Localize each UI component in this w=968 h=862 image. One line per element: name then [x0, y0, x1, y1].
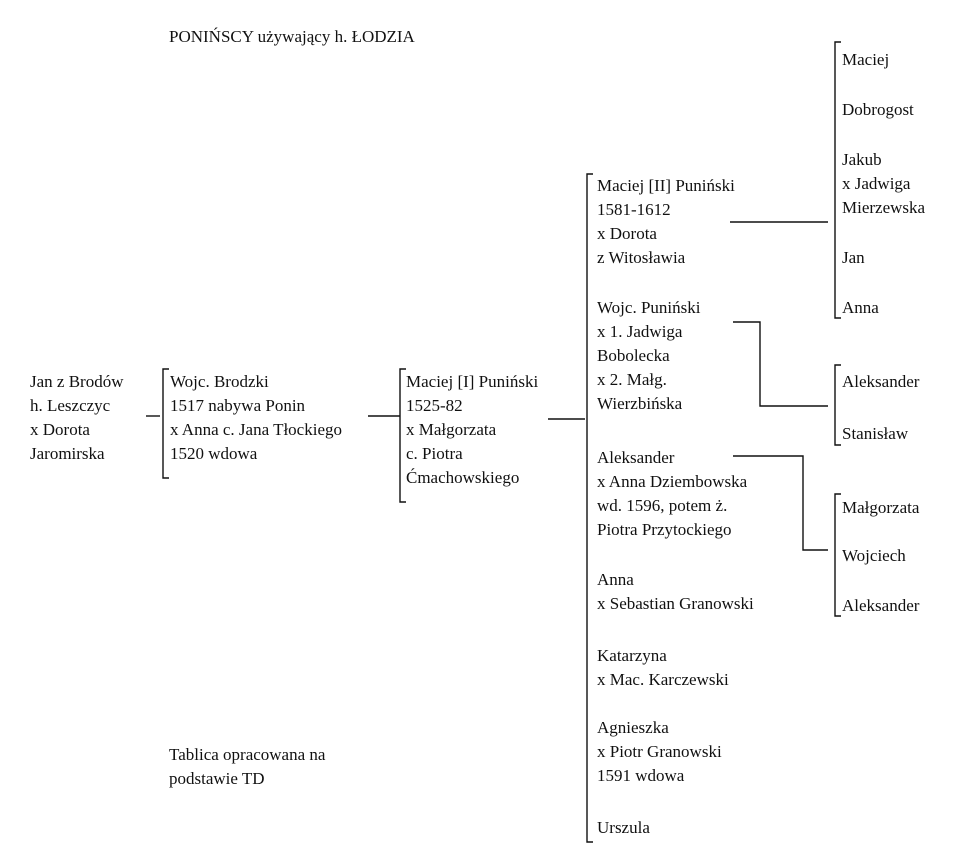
- person-urszula: [597, 816, 650, 840]
- person-line: Ćmachowskiego: [406, 468, 520, 487]
- person-line: Maciej: [842, 50, 890, 69]
- person-line: 1520 wdowa: [170, 444, 258, 463]
- note-line: podstawie TD: [169, 769, 265, 788]
- person-wojciech: [842, 544, 906, 568]
- person-line: 1591 wdowa: [597, 766, 685, 785]
- person-jan: [842, 246, 865, 270]
- person-line: Aleksander: [842, 596, 920, 615]
- person-anna-grandchild: [842, 296, 879, 320]
- person-line: Anna: [597, 570, 634, 589]
- person-anna: [597, 568, 754, 616]
- person-line: Dobrogost: [842, 100, 914, 119]
- person-line: x Dorota: [30, 420, 90, 439]
- person-line: Wojc. Brodzki: [170, 372, 269, 391]
- person-line: Małgorzata: [842, 498, 920, 517]
- person-line: Aleksander: [597, 448, 675, 467]
- person-maciej: [842, 48, 889, 72]
- note-line: Tablica opracowana na: [169, 745, 326, 764]
- person-line: x Anna Dziembowska: [597, 472, 748, 491]
- person-line: Jakub: [842, 150, 882, 169]
- person-line: Urszula: [597, 818, 650, 837]
- person-line: c. Piotra: [406, 444, 463, 463]
- person-line: x Małgorzata: [406, 420, 497, 439]
- person-line: Aleksander: [842, 372, 920, 391]
- person-wojc-brodzki: [170, 370, 342, 466]
- person-line: x Mac. Karczewski: [597, 670, 729, 689]
- person-stanislaw: [842, 422, 908, 446]
- person-line: 1517 nabywa Ponin: [170, 396, 306, 415]
- person-jakub: [842, 148, 925, 220]
- source-note: [169, 743, 325, 791]
- person-aleksander: [597, 446, 747, 542]
- person-dobrogost: [842, 98, 914, 122]
- person-line: Maciej [I] Puniński: [406, 372, 539, 391]
- person-line: x 2. Małg.: [597, 370, 667, 389]
- person-line: Stanisław: [842, 424, 909, 443]
- person-line: Wierzbińska: [597, 394, 683, 413]
- person-line: Jan: [842, 248, 865, 267]
- person-line: Jaromirska: [30, 444, 105, 463]
- person-agnieszka: [597, 716, 722, 788]
- person-maciej-ii: [597, 174, 735, 270]
- person-line: Mierzewska: [842, 198, 926, 217]
- person-line: Bobolecka: [597, 346, 670, 365]
- person-aleksander-grandchild: [842, 594, 919, 618]
- person-line: x Dorota: [597, 224, 657, 243]
- person-line: Katarzyna: [597, 646, 667, 665]
- person-line: 1581-1612: [597, 200, 671, 219]
- person-line: Jan z Brodów: [30, 372, 124, 391]
- person-line: x Jadwiga: [842, 174, 911, 193]
- person-line: x Sebastian Granowski: [597, 594, 754, 613]
- person-line: Wojciech: [842, 546, 906, 565]
- person-line: x 1. Jadwiga: [597, 322, 683, 341]
- person-line: Agnieszka: [597, 718, 669, 737]
- person-jan-z-brodow: [30, 370, 123, 466]
- person-maciej-i: [406, 370, 538, 490]
- person-aleksander-wojc-son: [842, 370, 919, 394]
- person-malgorzata: [842, 496, 919, 520]
- person-wojc-puninski: [597, 296, 700, 416]
- person-line: 1525-82: [406, 396, 463, 415]
- person-line: Piotra Przytockiego: [597, 520, 732, 539]
- person-line: Maciej [II] Puniński: [597, 176, 735, 195]
- person-line: h. Leszczyc: [30, 396, 111, 415]
- person-line: wd. 1596, potem ż.: [597, 496, 728, 515]
- person-line: z Witosławia: [597, 248, 686, 267]
- person-katarzyna: [597, 644, 729, 692]
- person-line: x Anna c. Jana Tłockiego: [170, 420, 343, 439]
- table-title: PONIŃSCY używający h. ŁODZIA: [169, 27, 415, 46]
- person-line: Anna: [842, 298, 879, 317]
- person-line: Wojc. Puniński: [597, 298, 701, 317]
- person-line: x Piotr Granowski: [597, 742, 722, 761]
